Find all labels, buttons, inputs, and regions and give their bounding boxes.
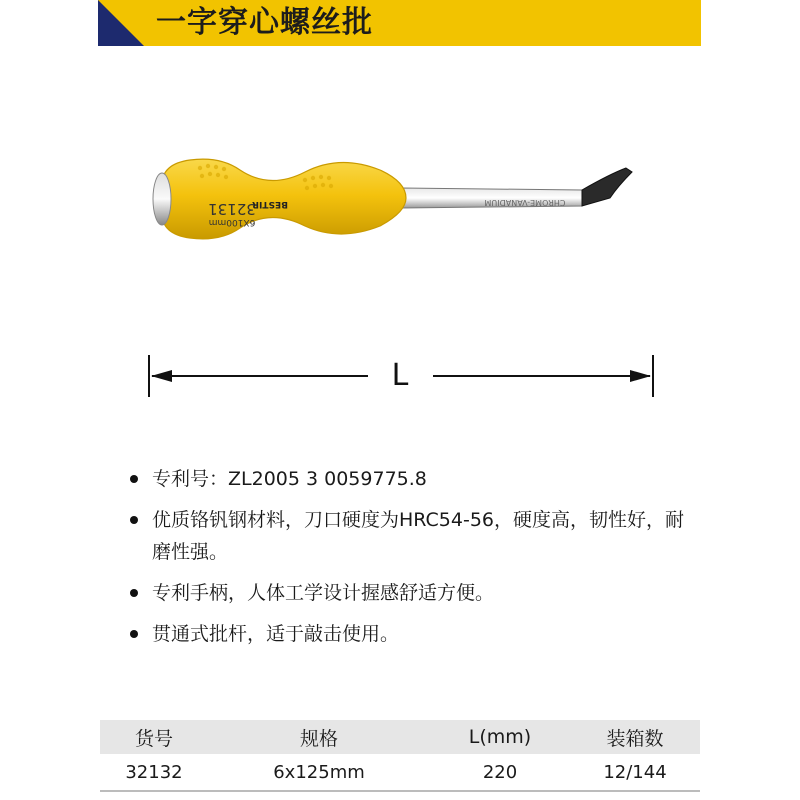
table-row — [100, 754, 700, 790]
bullet-icon — [130, 516, 138, 524]
table-header-row — [100, 720, 700, 754]
feature-text: 专利号：ZL2005 3 0059775.8 — [152, 468, 427, 490]
dimension-label: L — [391, 358, 409, 393]
title-banner — [98, 0, 701, 46]
feature-text: 优质铬钒钢材料，刀口硬度为HRC54-56，硬度高，韧性好，耐磨性强。 — [152, 509, 685, 563]
screwdriver-tip — [582, 168, 632, 206]
column-header-packing: 装箱数 — [606, 727, 664, 750]
shaft-marking: CHROME-VANADIUM — [484, 198, 566, 207]
feature-item — [130, 463, 690, 495]
banner-accent-triangle — [98, 0, 144, 46]
column-header-item-no: 货号 — [134, 727, 173, 750]
dimension-right-arrow — [630, 370, 651, 382]
cell-packing: 12/144 — [603, 761, 667, 783]
feature-list — [130, 463, 690, 659]
bullet-icon — [130, 589, 138, 597]
column-header-length: L(mm) — [468, 726, 532, 748]
cell-item-no: 32132 — [125, 761, 183, 783]
bullet-icon — [130, 475, 138, 483]
spec-table — [100, 720, 700, 792]
dimension-left-arrow — [151, 370, 172, 382]
table-bottom-rule — [100, 790, 700, 792]
feature-item — [130, 618, 690, 650]
handle-model-number: 32131 — [208, 200, 256, 218]
handle-end-cap — [153, 173, 171, 225]
page-title: 一字穿心螺丝批 — [156, 5, 373, 40]
feature-text: 专利手柄，人体工学设计握感舒适方便。 — [152, 582, 495, 604]
bullet-icon — [130, 630, 138, 638]
column-header-spec: 规格 — [299, 727, 338, 750]
feature-text: 贯通式批杆，适于敲击使用。 — [152, 623, 400, 645]
screwdriver-handle — [162, 159, 406, 239]
screwdriver-image — [140, 150, 680, 280]
handle-brand: BESTIR — [252, 199, 288, 209]
cell-spec: 6x125mm — [273, 761, 365, 783]
feature-item — [130, 504, 690, 568]
feature-item — [130, 577, 690, 609]
handle-spec: 6X100mm — [208, 217, 256, 227]
cell-length: 220 — [482, 761, 518, 783]
